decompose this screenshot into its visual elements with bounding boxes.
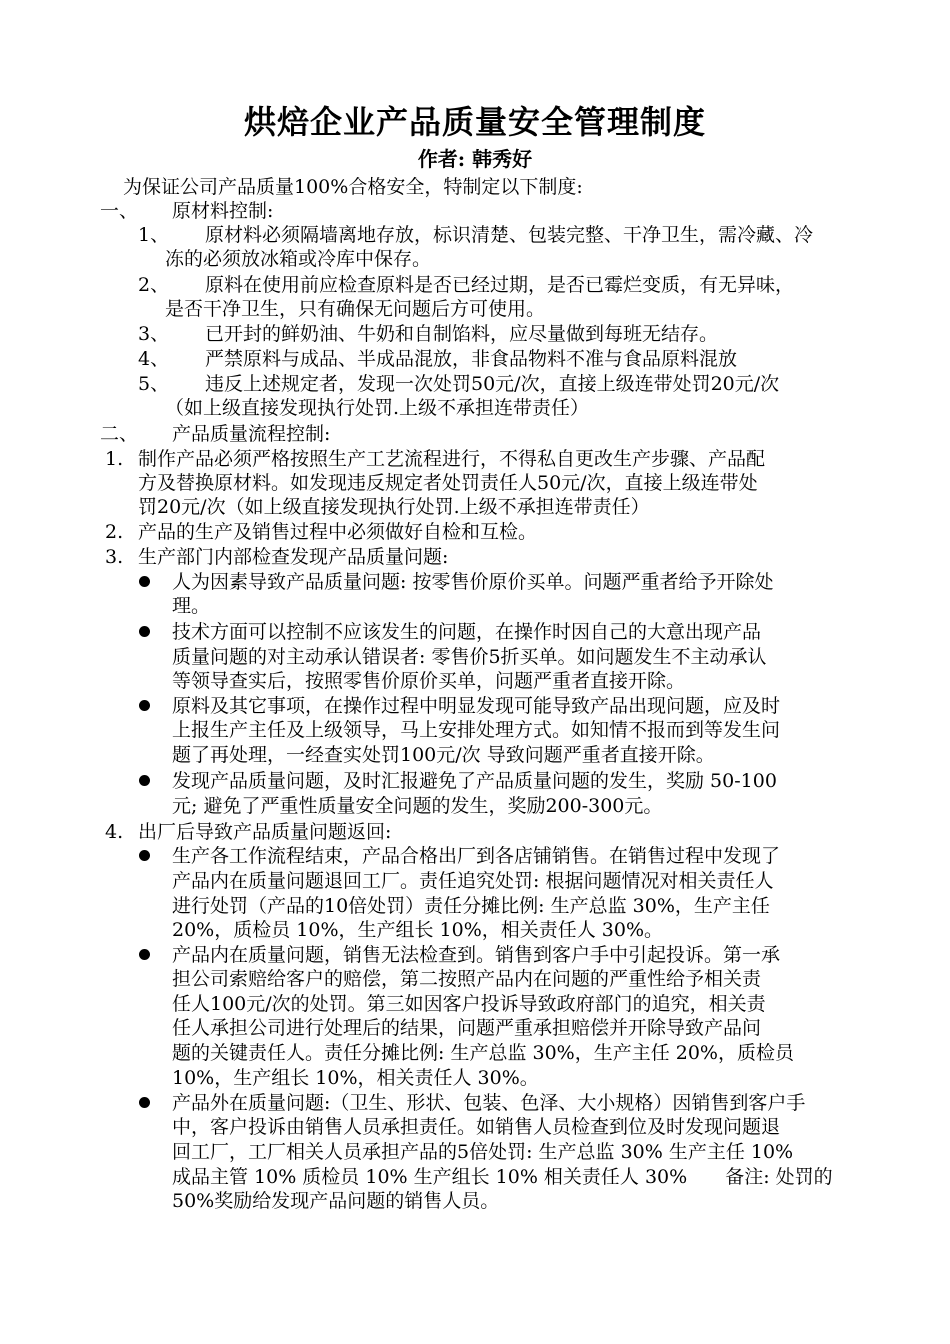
section2-heading: 产品质量流程控制: bbox=[172, 423, 331, 445]
p3-bullet2-line3: 等领导查实后，按照零售价原价买单，问题严重者直接开除。 bbox=[172, 670, 686, 692]
bullet-icon bbox=[139, 775, 150, 786]
section2-p2-number: 2. bbox=[105, 521, 124, 543]
p3-bullet2-line2: 质量问题的对主动承认错误者: 零售价5折买单。如问题发生不主动承认 bbox=[172, 646, 767, 668]
section2-p3-heading: 生产部门内部检查发现产品质量问题: bbox=[138, 546, 449, 568]
section2-p1-line3: 罚20元/次（如上级直接发现执行处罚.上级不承担连带责任） bbox=[138, 496, 650, 518]
section1-item5-line2: （如上级直接发现执行处罚.上级不承担连带责任） bbox=[165, 397, 590, 419]
section2-p4-number: 4. bbox=[105, 821, 124, 843]
p3-bullet4-line1: 发现产品质量问题，及时汇报避免了产品质量问题的发生，奖励 50-100 bbox=[172, 770, 777, 792]
p3-bullet3-line2: 上报生产主任及上级领导，马上安排处理方式。如知情不报而到等发生问 bbox=[172, 719, 781, 741]
p4-bullet3-line1: 产品外在质量问题:（卫生、形状、包装、色泽、大小规格）因销售到客户手 bbox=[172, 1092, 806, 1114]
section1-item1-number: 1、 bbox=[138, 224, 170, 246]
section2-p3-number: 3. bbox=[105, 546, 124, 568]
p4-bullet2-line6: 10%，生产组长 10%，相关责任人 30%。 bbox=[172, 1067, 539, 1089]
p4-bullet2-line4: 任人承担公司进行处理后的结果，问题严重承担赔偿并开除导致产品问 bbox=[172, 1017, 762, 1039]
p4-bullet2-line3: 任人100元/次的处罚。第三如因客户投诉导致政府部门的追究，相关责 bbox=[172, 993, 766, 1015]
section1-item4-line1: 严禁原料与成品、半成品混放，非食品物料不准与食品原料混放 bbox=[205, 348, 738, 370]
p3-bullet3-line1: 原料及其它事项，在操作过程中明显发现可能导致产品出现问题，应及时 bbox=[172, 695, 781, 717]
section2-p4-heading: 出厂后导致产品质量问题返回: bbox=[138, 821, 392, 843]
p4-bullet3-line2: 中，客户投诉由销售人员承担责任。如销售人员检查到位及时发现问题退 bbox=[172, 1116, 781, 1138]
p4-bullet2-line5: 题的关键责任人。责任分摊比例: 生产总监 30%，生产主任 20%，质检员 bbox=[172, 1042, 794, 1064]
p4-bullet1-line1: 生产各工作流程结束，产品合格出厂到各店铺销售。在销售过程中发现了 bbox=[172, 845, 781, 867]
section2-number: 二、 bbox=[100, 423, 139, 445]
document-title: 烘焙企业产品质量安全管理制度 bbox=[243, 103, 706, 141]
section1-item1-line1: 原材料必须隔墙离地存放，标识清楚、包装完整、干净卫生，需冷藏、冷 bbox=[205, 224, 814, 246]
section1-item2-line2: 是否干净卫生，只有确保无问题后方可使用。 bbox=[165, 298, 546, 320]
bullet-icon bbox=[139, 700, 150, 711]
section2-p2-line1: 产品的生产及销售过程中必须做好自检和互检。 bbox=[138, 521, 538, 543]
p4-bullet1-line2: 产品内在质量问题退回工厂。责任追究处罚: 根据问题情况对相关责任人 bbox=[172, 870, 774, 892]
section1-item5-line1: 违反上述规定者，发现一次处罚50元/次，直接上级连带处罚20元/次 bbox=[205, 373, 780, 395]
bullet-icon bbox=[139, 949, 150, 960]
bullet-icon bbox=[139, 626, 150, 637]
bullet-icon bbox=[139, 576, 150, 587]
section1-heading: 原材料控制: bbox=[172, 200, 274, 222]
section1-item4-number: 4、 bbox=[138, 348, 170, 370]
p4-bullet2-line1: 产品内在质量问题，销售无法检查到。销售到客户手中引起投诉。第一承 bbox=[172, 944, 781, 966]
section1-item2-number: 2、 bbox=[138, 274, 170, 296]
section1-number: 一、 bbox=[100, 200, 139, 222]
section1-item3-line1: 已开封的鲜奶油、牛奶和自制馅料，应尽量做到每班无结存。 bbox=[205, 323, 719, 345]
section1-item2-line1: 原料在使用前应检查原料是否已经过期，是否已霉烂变质，有无异味， bbox=[205, 274, 795, 296]
bullet-icon bbox=[139, 850, 150, 861]
section1-item5-number: 5、 bbox=[138, 373, 170, 395]
section2-p1-number: 1. bbox=[105, 448, 124, 470]
document-author: 作者: 韩秀好 bbox=[417, 147, 533, 171]
section2-p1-line2: 方及替换原材料。如发现违反规定者处罚责任人50元/次，直接上级连带处 bbox=[138, 472, 758, 494]
p3-bullet1-line1: 人为因素导致产品质量问题: 按零售价原价买单。问题严重者给予开除处 bbox=[172, 571, 774, 593]
p3-bullet4-line2: 元; 避免了严重性质量安全问题的发生，奖励200-300元。 bbox=[172, 795, 663, 817]
p3-bullet2-line1: 技术方面可以控制不应该发生的问题，在操作时因自己的大意出现产品 bbox=[172, 621, 762, 643]
intro-paragraph: 为保证公司产品质量100%合格安全，特制定以下制度: bbox=[123, 176, 583, 198]
bullet-icon bbox=[139, 1097, 150, 1108]
p3-bullet3-line3: 题了再处理，一经查实处罚100元/次 导致问题严重者直接开除。 bbox=[172, 744, 715, 766]
p3-bullet1-line2: 理。 bbox=[172, 595, 211, 617]
p4-bullet3-line4: 成品主管 10% 质检员 10% 生产组长 10% 相关责任人 30% 备注: 处罚的 bbox=[172, 1166, 833, 1188]
p4-bullet1-line4: 20%，质检员 10%，生产组长 10%，相关责任人 30%。 bbox=[172, 919, 664, 941]
section2-p1-line1: 制作产品必须严格按照生产工艺流程进行，不得私自更改生产步骤、产品配 bbox=[138, 448, 766, 470]
p4-bullet2-line2: 担公司索赔给客户的赔偿，第二按照产品内在问题的严重性给予相关责 bbox=[172, 968, 762, 990]
section1-item1-line2: 冻的必须放冰箱或冷库中保存。 bbox=[165, 248, 432, 270]
p4-bullet3-line3: 回工厂，工厂相关人员承担产品的5倍处罚: 生产总监 30% 生产主任 10% bbox=[172, 1141, 794, 1163]
p4-bullet1-line3: 进行处罚（产品的10倍处罚）责任分摊比例: 生产总监 30%，生产主任 bbox=[172, 895, 770, 917]
p4-bullet3-line5: 50%奖励给发现产品问题的销售人员。 bbox=[172, 1190, 500, 1212]
section1-item3-number: 3、 bbox=[138, 323, 170, 345]
